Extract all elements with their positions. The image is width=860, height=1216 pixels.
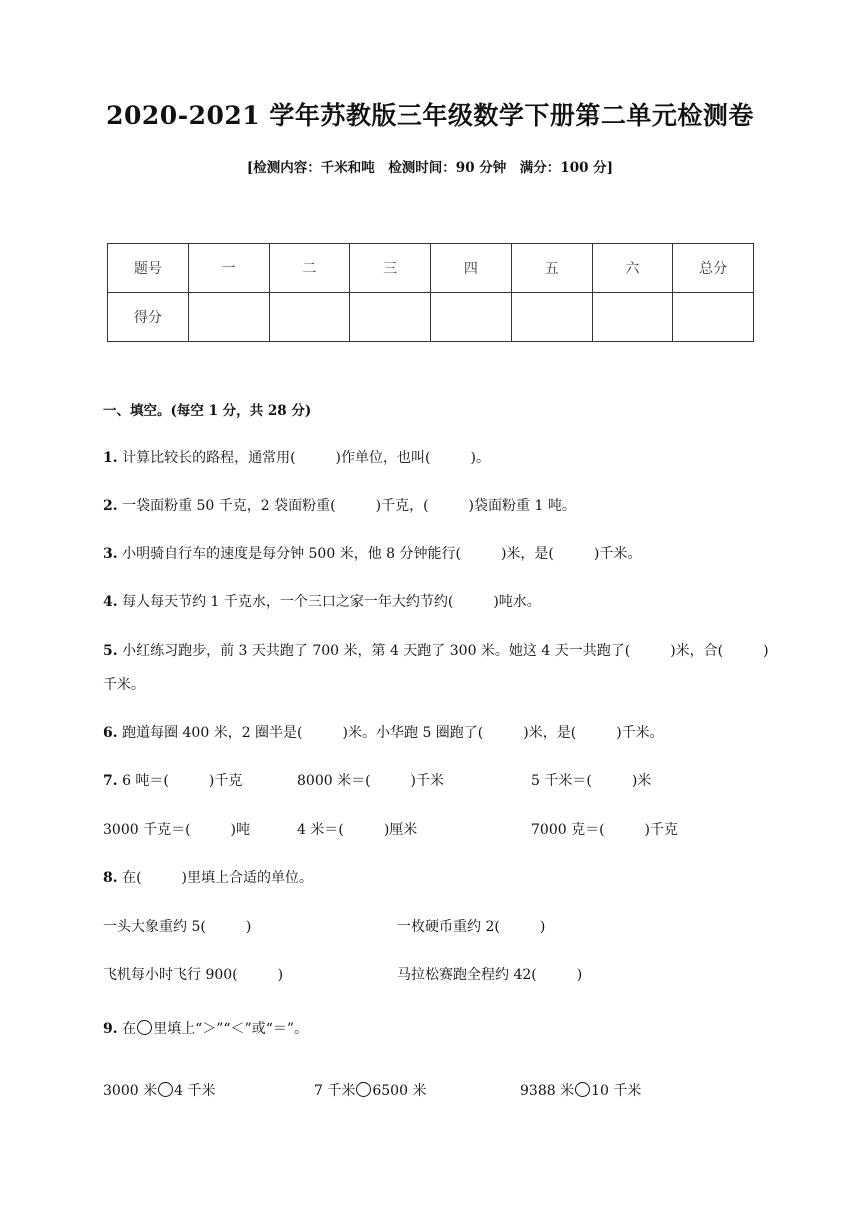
score-header-cell: 五 bbox=[511, 244, 592, 293]
question-text: 每人每天节约 1 千克水，一个三口之家一年大约节约( bbox=[117, 594, 454, 610]
question-text: ) bbox=[576, 967, 583, 983]
score-cell[interactable] bbox=[592, 293, 673, 342]
question-text: ) bbox=[763, 643, 769, 659]
question-8 bbox=[103, 867, 313, 887]
question-number: 2. bbox=[103, 498, 118, 514]
question-number: 9. bbox=[103, 1021, 118, 1037]
question-text: )米，是( bbox=[523, 725, 577, 741]
score-header-cell: 一 bbox=[188, 244, 269, 293]
question-8-item bbox=[103, 916, 251, 936]
compare-right: 6500 米 bbox=[372, 1083, 427, 1099]
compare-circle[interactable] bbox=[356, 1082, 371, 1097]
question-number: 5. bbox=[103, 643, 118, 659]
question-text: ) bbox=[245, 919, 252, 935]
compare-right: 10 千米 bbox=[591, 1083, 642, 1099]
score-row-label: 得分 bbox=[108, 293, 189, 342]
question-text: )千米。 bbox=[593, 546, 642, 562]
question-text: 计算比较长的路程，通常用( bbox=[117, 450, 296, 466]
compare-circle[interactable] bbox=[575, 1082, 590, 1097]
question-number: 3. bbox=[103, 546, 118, 562]
question-text: 一枚硬币重约 2( bbox=[397, 919, 500, 935]
score-cell[interactable] bbox=[188, 293, 269, 342]
question-text: )千克 bbox=[644, 822, 679, 838]
question-9-item bbox=[314, 1080, 426, 1100]
question-text: 小明骑自行车的速度是每分钟 500 米，他 8 分钟能行( bbox=[117, 546, 461, 562]
question-7-item bbox=[531, 770, 651, 790]
question-text: 一袋面粉重 50 千克，2 袋面粉重( bbox=[117, 498, 336, 514]
score-header-cell: 二 bbox=[269, 244, 350, 293]
score-table-header-row bbox=[108, 244, 754, 293]
question-text: 7000 克＝( bbox=[531, 822, 605, 838]
question-8-item bbox=[103, 964, 283, 984]
question-text: )作单位，也叫( bbox=[335, 450, 431, 466]
question-number: 4. bbox=[103, 594, 118, 610]
question-9-item bbox=[103, 1080, 215, 1100]
question-text: 跑道每圈 400 米，2 圈半是( bbox=[117, 725, 303, 741]
page-subtitle: [检测内容：千米和吨 检测时间：90 分钟 满分：100 分] bbox=[246, 160, 614, 176]
question-text: )吨 bbox=[230, 822, 251, 838]
circle-icon bbox=[137, 1020, 152, 1035]
question-text: )千克，( bbox=[375, 498, 429, 514]
question-text: 3000 千克＝( bbox=[103, 822, 191, 838]
compare-circle[interactable] bbox=[158, 1082, 173, 1097]
compare-left: 3000 米 bbox=[103, 1083, 158, 1099]
question-text: )米，合( bbox=[670, 643, 724, 659]
question-text: )里填上合适的单位。 bbox=[181, 870, 314, 886]
question-text: )吨水。 bbox=[493, 594, 541, 610]
question-7-item bbox=[297, 770, 444, 790]
question-text: )米。小华跑 5 圈跑了( bbox=[342, 725, 484, 741]
question-text: ) bbox=[277, 967, 284, 983]
question-text: 5 千米＝( bbox=[531, 773, 592, 789]
question-text: )千米。 bbox=[616, 725, 664, 741]
compare-left: 9388 米 bbox=[520, 1083, 575, 1099]
question-text: )千米 bbox=[410, 773, 445, 789]
question-7-item bbox=[103, 819, 250, 839]
question-text: )米，是( bbox=[500, 546, 554, 562]
question-number: 1. bbox=[103, 450, 118, 466]
score-cell[interactable] bbox=[431, 293, 512, 342]
question-7-item bbox=[103, 770, 242, 790]
score-header-cell: 六 bbox=[592, 244, 673, 293]
question-5-continued: 千米。 bbox=[103, 677, 145, 693]
question-text: 马拉松赛跑全程约 42( bbox=[397, 967, 537, 983]
question-text: 在 bbox=[117, 1021, 137, 1037]
question-4 bbox=[103, 591, 541, 611]
question-9-item bbox=[520, 1080, 641, 1100]
score-cell[interactable] bbox=[673, 293, 754, 342]
question-text: )厘米 bbox=[383, 822, 418, 838]
question-5 bbox=[103, 640, 769, 660]
question-text: )。 bbox=[470, 450, 490, 466]
score-table bbox=[107, 243, 754, 342]
question-1 bbox=[103, 447, 490, 467]
score-cell[interactable] bbox=[350, 293, 431, 342]
question-text: 飞机每小时飞行 900( bbox=[103, 967, 238, 983]
question-9 bbox=[103, 1018, 308, 1038]
score-cell[interactable] bbox=[511, 293, 592, 342]
section-heading: 一、填空。(每空 1 分，共 28 分) bbox=[103, 403, 312, 419]
question-8-item bbox=[397, 964, 582, 984]
question-text: )袋面粉重 1 吨。 bbox=[468, 498, 576, 514]
score-header-cell: 三 bbox=[350, 244, 431, 293]
question-text: 6 吨＝( bbox=[117, 773, 169, 789]
question-7-item bbox=[297, 819, 417, 839]
score-header-cell: 总分 bbox=[673, 244, 754, 293]
question-number: 7. bbox=[103, 773, 118, 789]
question-number: 6. bbox=[103, 725, 118, 741]
question-text: 8000 米＝( bbox=[297, 773, 371, 789]
question-text: 一头大象重约 5( bbox=[103, 919, 206, 935]
question-number: 8. bbox=[103, 870, 118, 886]
score-table-score-row bbox=[108, 293, 754, 342]
question-text: 在( bbox=[117, 870, 142, 886]
score-header-cell: 四 bbox=[431, 244, 512, 293]
question-2 bbox=[103, 495, 576, 515]
question-text: 小红练习跑步，前 3 天共跑了 700 米，第 4 天跑了 300 米。她这 4 天一共跑了( bbox=[117, 643, 631, 659]
question-3 bbox=[103, 543, 641, 563]
compare-right: 4 千米 bbox=[174, 1083, 216, 1099]
question-text: ) bbox=[539, 919, 546, 935]
question-text: 里填上“＞”“＜”或“＝”。 bbox=[153, 1021, 309, 1037]
page-title: 2020-2021 学年苏教版三年级数学下册第二单元检测卷 bbox=[106, 101, 754, 130]
score-header-cell: 题号 bbox=[108, 244, 189, 293]
question-text: )千克 bbox=[208, 773, 243, 789]
question-8-item bbox=[397, 916, 545, 936]
question-7-item bbox=[531, 819, 678, 839]
question-text: )米 bbox=[631, 773, 652, 789]
question-6 bbox=[103, 722, 664, 742]
compare-left: 7 千米 bbox=[314, 1083, 356, 1099]
question-text: 4 米＝( bbox=[297, 822, 344, 838]
score-cell[interactable] bbox=[269, 293, 350, 342]
